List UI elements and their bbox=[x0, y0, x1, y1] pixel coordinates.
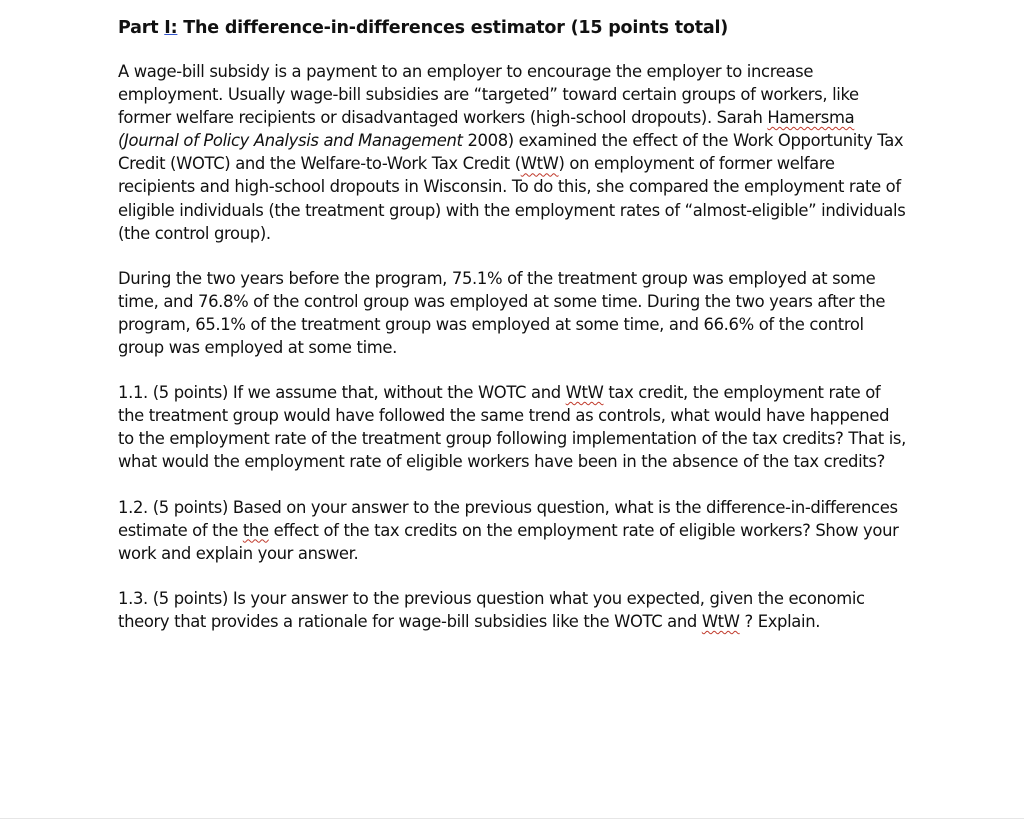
question-1-1 bbox=[118, 381, 908, 473]
question-1-2 bbox=[118, 496, 908, 565]
intro-text-1: A wage-bill subsidy is a payment to an employer to encourage the employer to increase employment. Usually wage-bill subsidies are “targeted” toward certain groups of workers, like former welfare recipients or disadvantaged workers (high-school dropouts). Sarah bbox=[118, 62, 859, 128]
intro-text-2: 2008) examined the effect of the Work Opportunity Tax Credit (WOTC) and the Welfare-to-Work Tax Credit ( bbox=[118, 131, 904, 174]
intro-wtw: WtW bbox=[520, 154, 559, 174]
intro-paragraph bbox=[118, 60, 908, 245]
intro-author: Hamersma bbox=[767, 108, 855, 128]
heading-prefix: Part bbox=[118, 18, 165, 38]
question-1-1-text-1: 1.1. (5 points) If we assume that, without the WOTC and bbox=[118, 383, 566, 403]
heading-roman-numeral: I: bbox=[164, 18, 178, 38]
section-heading bbox=[118, 14, 908, 42]
question-1-2-duplicate-word: the bbox=[242, 520, 269, 540]
intro-text-3: ) on employment of former welfare recipients and high-school dropouts in Wisconsin. To do this, she compared the employment rate of eligible individuals (the treatment group) with the employment rates of “almost-eligible” individuals (the control group). bbox=[118, 154, 906, 243]
intro-journal: (Journal of Policy Analysis and Management bbox=[118, 131, 463, 151]
heading-title: The difference-in-differences estimator (15 points total) bbox=[177, 18, 729, 38]
question-1-3-text-1: 1.3. (5 points) Is your answer to the previous question what you expected, given the economic theory that provides a rationale for wage-bill subsidies like the WOTC and bbox=[118, 588, 865, 631]
question-1-2-text-2: effect of the tax credits on the employment rate of eligible workers? Show your work and explain your answer. bbox=[118, 520, 899, 563]
data-paragraph: During the two years before the program, 75.1% of the treatment group was employed at some time, and 76.8% of the control group was employed at some time. During the two years after the program, 65.1% of the treatment group was employed at some time, and 66.6% of the control group was employed at some time. bbox=[118, 268, 886, 358]
page-bottom-divider bbox=[0, 818, 1024, 819]
question-1-2-text-1: 1.2. (5 points) Based on your answer to the previous question, what is the difference-in-differences estimate of the bbox=[118, 497, 898, 540]
document-page bbox=[118, 14, 908, 655]
question-1-3 bbox=[118, 587, 908, 633]
question-1-3-text-2: ? Explain. bbox=[739, 611, 821, 631]
question-1-3-wtw: WtW bbox=[701, 611, 740, 631]
question-1-1-text-2: tax credit, the employment rate of the treatment group would have followed the same trend as controls, what would have happened to the employment rate of the treatment group following implementation of the tax credits? That is, what would the employment rate of eligible workers have been in the absence of the tax credits? bbox=[118, 383, 906, 472]
question-1-1-wtw: WtW bbox=[565, 383, 604, 403]
